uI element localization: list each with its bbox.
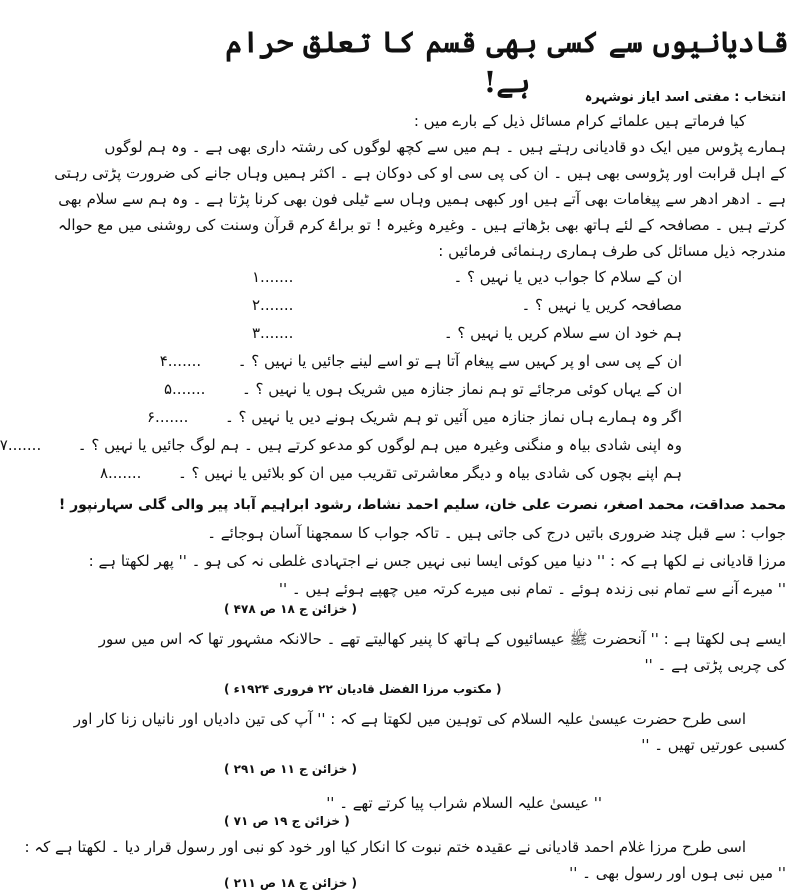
compiler-credit: انتخاب : مفتی اسد ایاز نوشہرہ: [584, 90, 786, 105]
reference-3: ( خزائن ج ۱۱ ص ۲۹۱ ): [224, 762, 358, 776]
question-text: وہ اپنی شادی بیاہ و منگنی وغیرہ میں ہم لوگوں کو مدعو کرتے ہیں ۔ ہم لوگ جائیں یا نہیں ؟ ۔: [77, 436, 682, 454]
askers-names: محمد صداقت، محمد اصغر، نصرت علی خان، سلیم احمد نشاط، رشود ابراہیم آباد پیر والی گلی سہارنپور !: [58, 497, 786, 513]
question-number: ۴.......: [159, 352, 202, 370]
reference-5: ( خزائن ج ۱۸ ص ۲۱۱ ): [224, 876, 358, 890]
question-number: ۳.......: [252, 324, 294, 342]
article-title: قادیانیوں سے کسی بھی قسم کا تعلق حرام ہے!: [225, 25, 789, 99]
reference-2: ( مکتوب مرزا الفضل قادیان ۲۲ فروری ۱۹۲۴ء ): [224, 682, 502, 696]
question-item: [252, 266, 762, 288]
question-item: [163, 378, 762, 400]
reference-1: ( خزائن ج ۱۸ ص ۴۷۸ ): [224, 602, 358, 616]
reference-4: ( خزائن ج ۱۹ ص ۷۱ ): [224, 814, 350, 828]
answer-line-4: کی چربی پڑتی ہے ۔ '': [644, 656, 786, 674]
answer-line-2: مرزا قادیانی نے لکھا ہے کہ : '' دنیا میں کوئی ایسا نبی نہیں جس نے اجتہادی غلطی نہ کی ہو ۔ '' پھر لکھتا ہے :: [88, 552, 786, 570]
question-text: مصافحہ کریں یا نہیں ؟ ۔: [521, 296, 682, 314]
question-item: [252, 294, 762, 316]
answer-line-7: اسی طرح مرزا غلام احمد قادیانی نے عقیدہ ختم نبوت کا انکار کیا اور خود کو نبی اور رسول قرار دیا ۔ لکھتا ہے کہ :: [24, 838, 746, 856]
question-number: ۵.......: [163, 380, 206, 398]
question-text: ان کے پی سی او پر کہیں سے پیغام آتا ہے تو اسے لینے جائیں یا نہیں ؟ ۔: [237, 352, 682, 370]
question-item: [159, 350, 762, 372]
question-text: ہم اپنے بچوں کی شادی بیاہ و دیگر معاشرتی تقریب میں ان کو بلائیں یا نہیں ؟ ۔: [177, 464, 682, 482]
quote-2: '' عیسیٰ علیہ السلام شراب پیا کرتے تھے ۔ '': [326, 794, 602, 812]
intro-line-5: کرتے ہیں ۔ مصافحہ کے لئے ہاتھ بھی بڑھاتے ہیں ۔ وغیرہ وغیرہ ! تو براۓ کرم قرآن وسنت کی روشنی میں مع حوالہ: [57, 216, 786, 234]
question-item: [0, 434, 762, 456]
answer-line-3: ایسے ہی لکھتا ہے : '' آنحضرت ﷺ عیسائیوں کے ہاتھ کا پنیر کھالیتے تھے ۔ حالانکہ مشہور تھا کہ اس میں سور: [98, 630, 786, 648]
question-text: ان کے یہاں کوئی مرجائے تو ہم نماز جنازہ میں شریک ہوں یا نہیں ؟ ۔: [241, 380, 682, 398]
question-item: [99, 462, 762, 484]
quote-1: '' میرے آنے سے تمام نبی زندہ ہوئے ۔ تمام نبی میرے کرتہ میں چھپے ہوئے ہیں ۔ '': [278, 580, 786, 598]
intro-line-6: مندرجہ ذیل مسائل کی طرف ہماری رہنمائی فرمائیں :: [438, 242, 786, 260]
intro-line-3: کے اہل قرابت اور پڑوسی بھی ہیں ۔ ان کی پی سی او کی دوکان ہے ۔ اکثر ہمیں وہاں جانے کی ضرورت پڑتی رہتی: [54, 164, 786, 182]
question-item: [252, 322, 762, 344]
answer-line-6: کسبی عورتیں تھیں ۔ '': [641, 736, 786, 754]
intro-line-4: ہے ۔ ادھر ادھر سے پیغامات بھی آتے ہیں اور کبھی ہمیں وہاں سے ٹیلی فون بھی کرنا پڑتا ہے ۔ وہ ہم سے سلام بھی: [58, 190, 786, 208]
question-number: ۲.......: [252, 296, 294, 314]
question-text: اگر وہ ہمارے ہاں نماز جنازہ میں آئیں تو ہم شریک ہونے دیں یا نہیں ؟ ۔: [225, 408, 682, 426]
question-number: ۷.......: [0, 436, 42, 454]
intro-line-2: ہمارے پڑوس میں ایک دو قادیانی رہتے ہیں ۔ ہم میں سے کچھ لوگوں کی رشتہ داری بھی ہے ۔ وہ ہم لوگوں: [104, 138, 786, 156]
quote-3: '' میں نبی ہوں اور رسول بھی ۔ '': [569, 864, 786, 882]
question-item: [147, 406, 762, 428]
question-text: ان کے سلام کا جواب دیں یا نہیں ؟ ۔: [453, 268, 682, 286]
intro-line-1: کیا فرماتے ہیں علمائے کرام مسائل ذیل کے بارے میں :: [413, 112, 746, 130]
question-number: ۸.......: [99, 464, 142, 482]
answer-line-5: اسی طرح حضرت عیسیٰ علیہ السلام کی توہین میں لکھتا ہے کہ : '' آپ کی تین دادیاں اور نانیاں زنا کار اور: [73, 710, 746, 728]
question-number: ۱.......: [252, 268, 294, 286]
answer-line-1: جواب : سے قبل چند ضروری باتیں درج کی جاتی ہیں ۔ تاکہ جواب کا سمجھنا آسان ہوجائے ۔: [207, 524, 786, 542]
question-text: ہم خود ان سے سلام کریں یا نہیں ؟ ۔: [443, 324, 682, 342]
question-number: ۶.......: [147, 408, 189, 426]
